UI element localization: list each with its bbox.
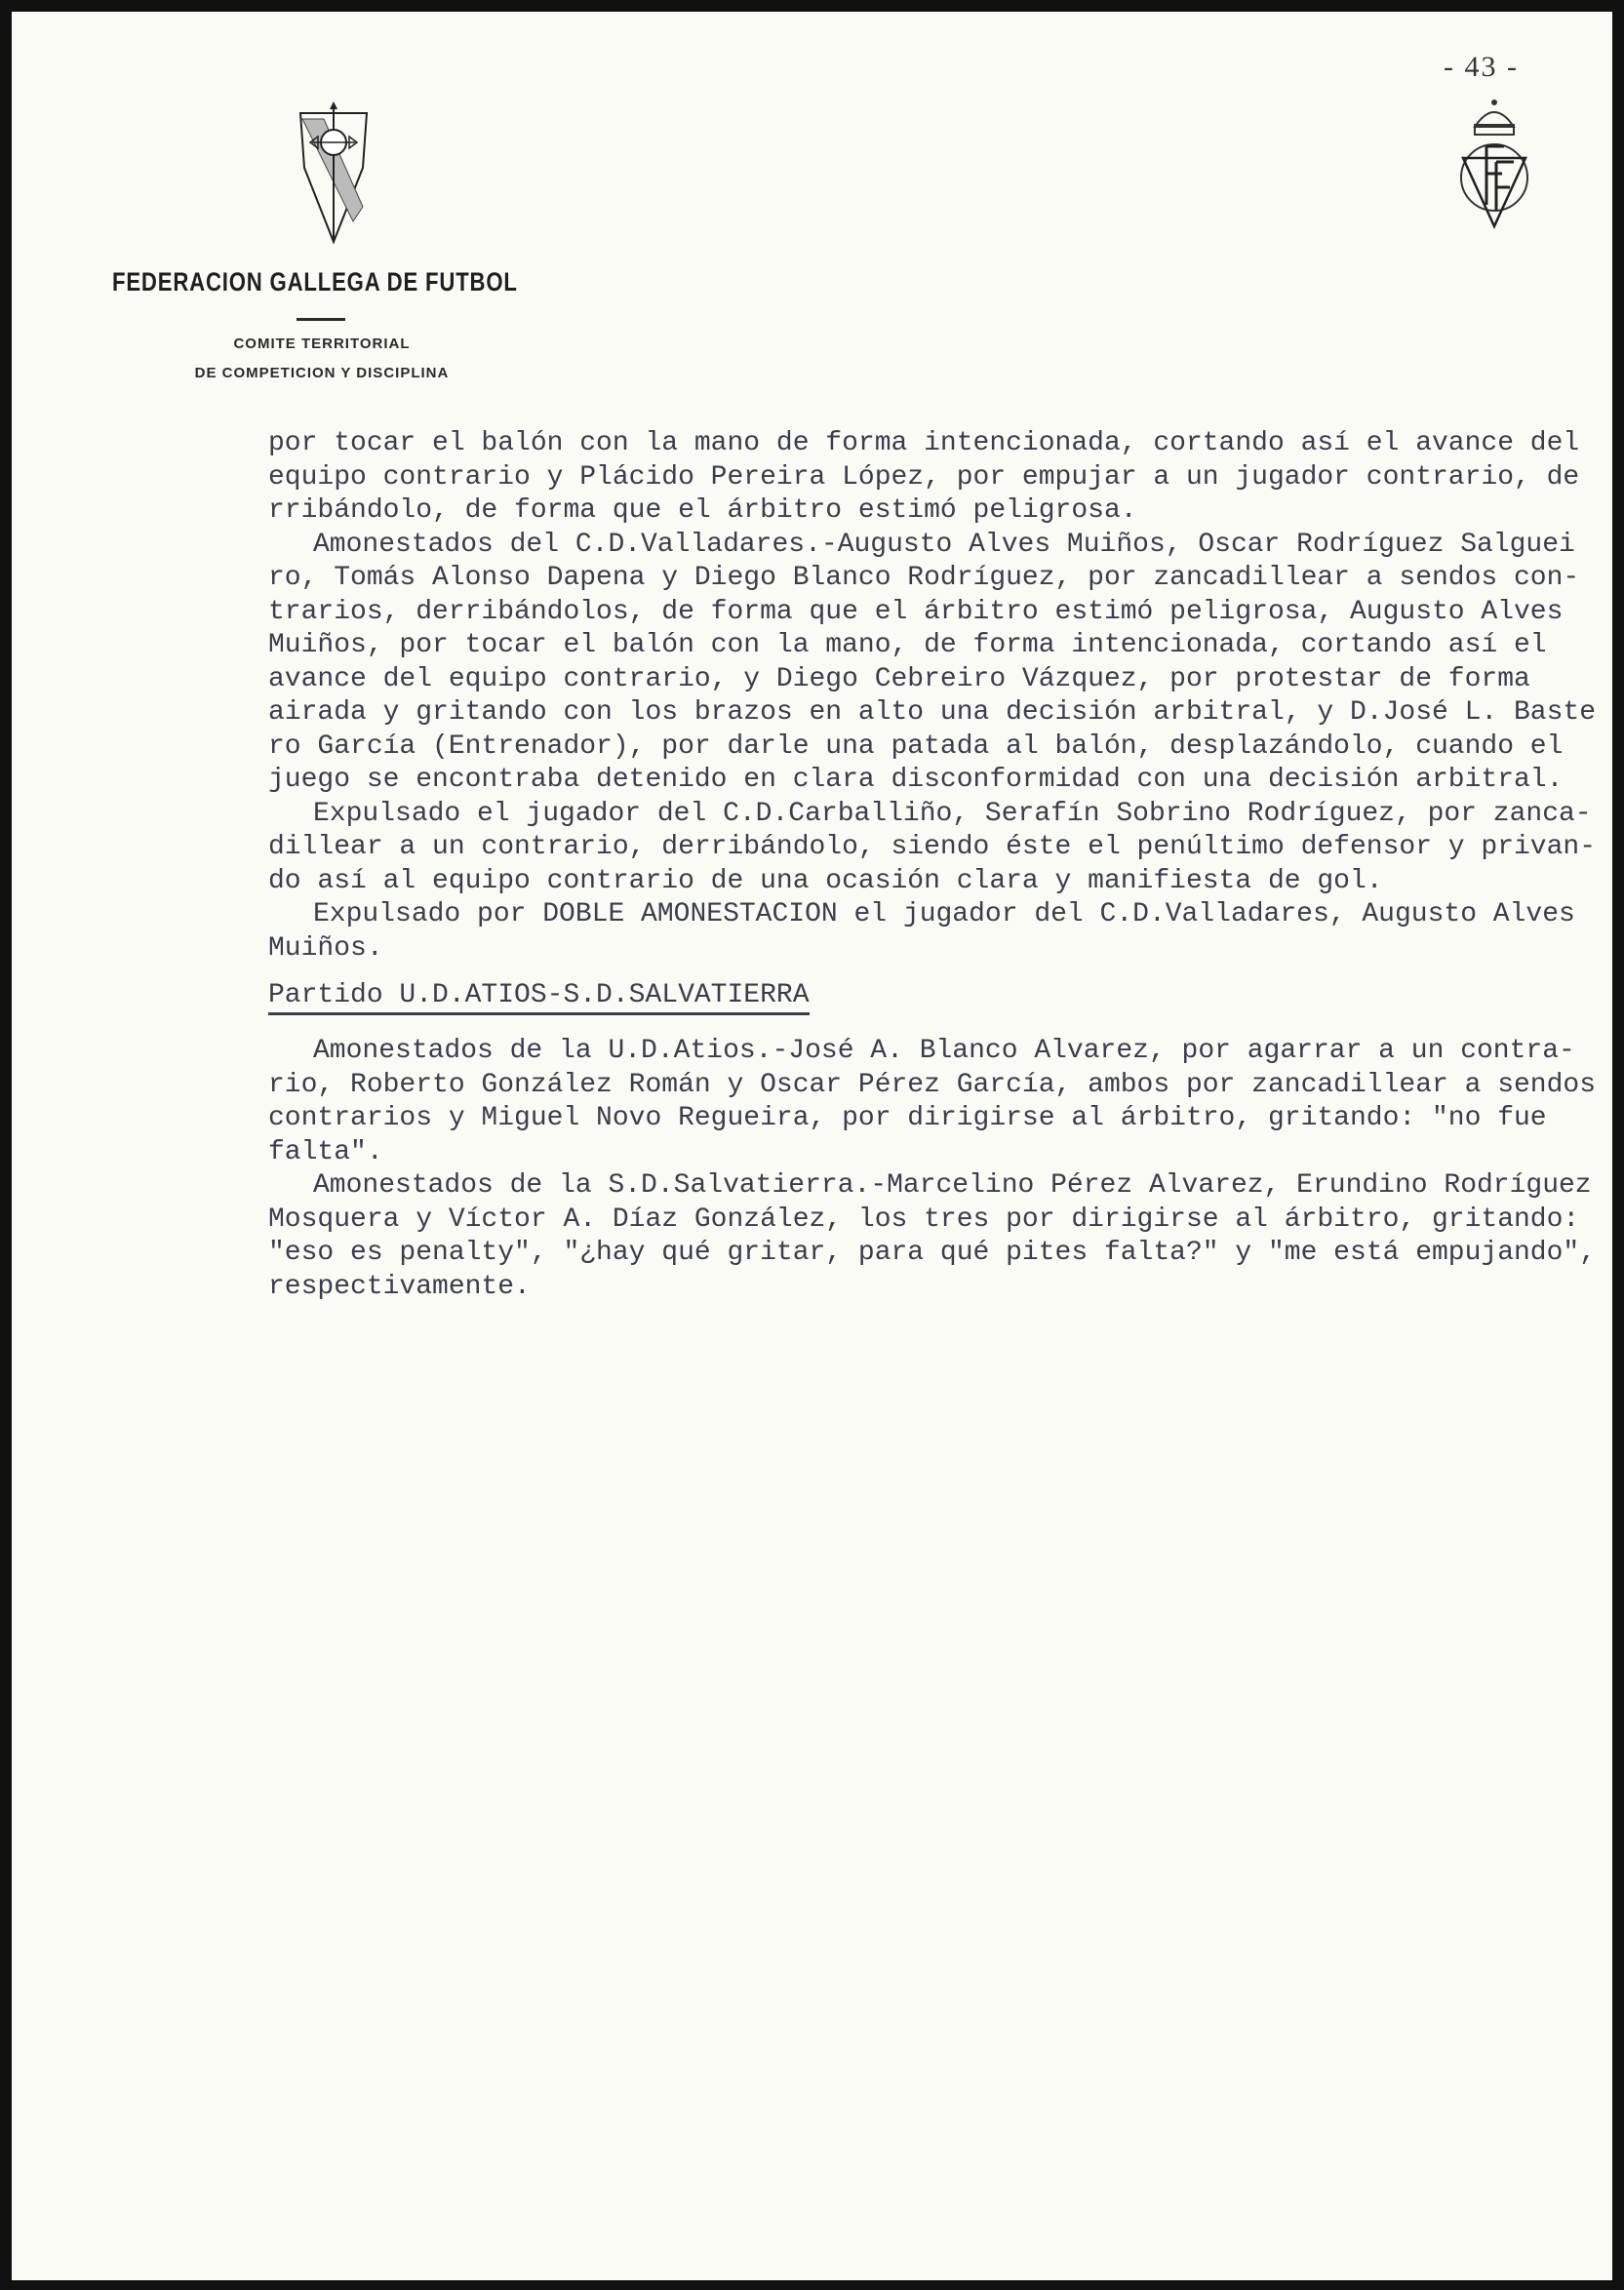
text-line: Muiños, por tocar el balón con la mano, de forma intencionada, cortando así el [268,630,1547,660]
page-number: - 43 - [1444,51,1519,83]
paragraph [268,1169,1614,1304]
text-line: rio, Roberto González Román y Oscar Pérez García, ambos por zancadillear a sendos [268,1069,1597,1100]
spanish-federation-crest-logo [1446,98,1543,234]
text-line: rribándolo, de forma que el árbitro estimó peligrosa. [268,495,1137,526]
text-line: respectivamente. [268,1271,531,1302]
text-line: Amonestados del C.D.Valladares.-Augusto Alves Muiños, Oscar Rodríguez Salguei [313,529,1575,560]
paragraph [268,1035,1614,1169]
text-line: Amonestados de la U.D.Atios.-José A. Blanco Alvarez, por agarrar a un contra- [313,1036,1575,1066]
paragraphs-group [268,427,1614,966]
paragraph [268,798,1614,899]
section-heading: Partido U.D.ATIOS-S.D.SALVATIERRA [268,979,810,1015]
section-paragraphs-group [268,1035,1614,1304]
galician-federation-crest-logo [285,99,382,246]
text-line: Expulsado por DOBLE AMONESTACION el jugador del C.D.Valladares, Augusto Alves [313,899,1575,929]
organization-name: FEDERACION GALLEGA DE FUTBOL [112,267,518,296]
text-line: Amonestados de la S.D.Salvatierra.-Marcelino Pérez Alvarez, Erundino Rodríguez [313,1170,1592,1201]
text-line: Mosquera y Víctor A. Díaz González, los tres por dirigirse al árbitro, gritando: [268,1204,1580,1235]
text-line: equipo contrario y Plácido Pereira López, por empujar a un jugador contrario, de [268,461,1580,493]
text-line: dillear a un contrario, derribándolo, siendo éste el penúltimo defensor y privan- [268,832,1597,862]
text-line: ro García (Entrenador), por darle una patada al balón, desplazándolo, cuando el [268,730,1564,762]
text-line: "eso es penalty", "¿hay qué gritar, para qué pites falta?" y "me está empujando", [268,1238,1597,1268]
committee-name-line2: DE COMPETICION Y DISCIPLINA [194,365,450,381]
document-body [268,427,1614,1304]
text-line: Muiños. [268,932,383,964]
paragraph [268,898,1614,966]
text-line: trarios, derribándolos, de forma que el árbitro estimó peligrosa, Augusto Alves [268,596,1564,627]
document-page [12,12,1612,2280]
paragraph [268,529,1614,798]
text-line: avance del equipo contrario, y Diego Cebreiro Vázquez, por protestar de forma [268,663,1530,694]
text-line: contrarios y Miguel Novo Regueira, por dirigirse al árbitro, gritando: "no fue [268,1103,1547,1133]
text-line: Expulsado el jugador del C.D.Carballiño, Serafín Sobrino Rodríguez, por zanca- [313,798,1592,829]
letterhead-divider [297,318,345,321]
text-line: juego se encontraba detenido en clara disconformidad con una decisión arbitral. [268,765,1564,795]
text-line: por tocar el balón con la mano de forma intencionada, cortando así el avance del [268,428,1580,458]
text-line: ro, Tomás Alonso Dapena y Diego Blanco Rodríguez, por zancadillear a sendos con- [268,563,1580,593]
text-line: airada y gritando con los brazos en alto una decisión arbitral, y D.José L. Baste [268,697,1597,728]
text-line: falta". [268,1136,383,1167]
committee-name-line1: COMITE TERRITORIAL [233,336,411,352]
paragraph [268,427,1614,529]
text-line: do así al equipo contrario de una ocasión clara y manifiesta de gol. [268,865,1383,896]
